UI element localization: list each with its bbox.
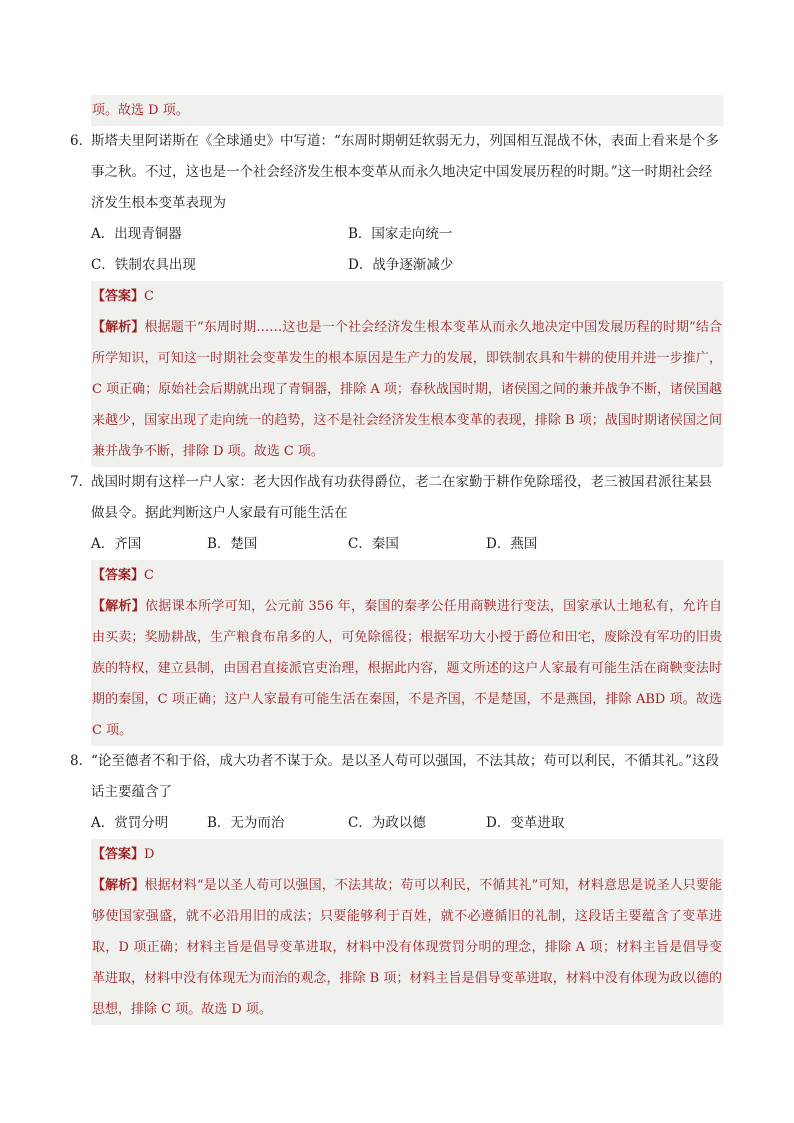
question-6-answer [91, 281, 723, 312]
analysis-text: 依据课本所学可知，公元前 356 年，秦国的秦孝公任用商鞅进行变法，国家承认土地私有，允许自由买卖；奖励耕战，生产粮食布帛多的人，可免除徭役；根据军功大小授于爵位和田宅，废除没有军功的旧贵族的特权，建立县制，由国君直接派官吏治理，根据此内容，题文所述的这户人家最有可能生活在商鞅变法时期的秦国，C 项正确；这户人家最有可能生活在秦国，不是齐国，不是楚国，不是燕国，排除 ABD 项。故选 C 项。 [92, 599, 722, 738]
analysis-tag: 【解析】 [92, 599, 146, 614]
question-stem-text: 战国时期有这样一户人家：老大因作战有功获得爵位，老二在家勤于耕作免除瑶役，老三被国君派往某县做县令。据此判断这户人家最有可能生活在 [91, 474, 712, 521]
answer-value: C [144, 289, 154, 304]
question-6-options-row-1 [91, 219, 723, 250]
previous-analysis-tail [91, 95, 723, 126]
question-number: 8． [70, 753, 93, 769]
option-d: D．变革进取 [486, 815, 565, 831]
previous-analysis-text: 项。故选 D 项。 [92, 103, 189, 118]
answer-tag: 【答案】 [92, 568, 145, 583]
option-c: C．秦国 [348, 536, 399, 552]
option-b: B．楚国 [207, 536, 258, 552]
question-7-stem [70, 467, 723, 529]
option-b: B．国家走向统一 [348, 226, 453, 242]
question-6-analysis [91, 312, 723, 467]
question-8-answer [91, 839, 723, 870]
answer-value: D [144, 847, 155, 862]
option-c: C．为政以德 [348, 815, 426, 831]
option-d: D．战争逐渐减少 [348, 257, 454, 273]
analysis-text: 根据题干“东周时期……这也是一个社会经济发生根本变革从而永久地决定中国发展历程的时期”结合所学知识，可知这一时期社会变革发生的根本原因是生产力的发展，即铁制农具和牛耕的使用并进一步推广，C 项正确；原始社会后期就出现了青铜器，排除 A 项；春秋战国时期，诸侯国之间的兼并战争不断，诸侯国越来越少，国家出现了走向统一的趋势，这不是社会经济发生根本变革的表现，排除 B 项；战国时期诸侯国之间兼并战争不断，排除 D 项。故选 C 项。 [92, 320, 722, 459]
question-number: 6． [70, 133, 93, 149]
answer-value: C [144, 568, 154, 583]
question-6-stem [70, 126, 723, 219]
question-8-options [91, 808, 723, 839]
question-7-answer [91, 560, 723, 591]
analysis-tag: 【解析】 [92, 878, 145, 893]
question-7-options [91, 529, 723, 560]
question-6-options-row-2 [91, 250, 723, 281]
analysis-text: 根据材料“是以圣人苟可以强国，不法其故；苟可以利民，不循其礼”可知，材料意思是说圣人只要能够使国家强盛，就不必沿用旧的成法；只要能够利于百姓，就不必遵循旧的礼制，这段话主要蕴含了变革进取，D 项正确；材料主旨是倡导变革进取，材料中没有体现赏罚分明的理念，排除 A 项；材料主旨是倡导变革进取，材料中没有体现无为而治的观念，排除 B 项；材料主旨是倡导变革进取，材料中没有体现为政以德的思想，排除 C 项。故选 D 项。 [92, 878, 722, 1017]
question-7-analysis [91, 591, 723, 746]
analysis-tag: 【解析】 [92, 320, 145, 335]
option-a: A．出现青铜器 [91, 226, 182, 242]
option-b: B．无为而治 [207, 815, 285, 831]
question-stem-text: 斯塔夫里阿诺斯在《全球通史》中写道：“东周时期朝廷软弱无力，列国相互混战不休，表面上看来是个多事之秋。不过，这也是一个社会经济发生根本变革从而永久地决定中国发展历程的时期。”这一时期社会经济发生根本变革表现为 [91, 133, 719, 211]
answer-tag: 【答案】 [92, 847, 145, 862]
option-a: A．赏罚分明 [91, 815, 169, 831]
option-c: C．铁制农具出现 [91, 257, 196, 273]
question-8-analysis [91, 870, 723, 1025]
option-a: A．齐国 [91, 536, 142, 552]
option-d: D．燕国 [486, 536, 538, 552]
question-number: 7． [70, 474, 93, 490]
question-stem-text: “论至德者不和于俗，成大功者不谋于众。是以圣人苟可以强国，不法其故；苟可以利民，不循其礼。”这段话主要蕴含了 [91, 753, 720, 800]
question-8-stem [70, 746, 723, 808]
answer-tag: 【答案】 [92, 289, 145, 304]
